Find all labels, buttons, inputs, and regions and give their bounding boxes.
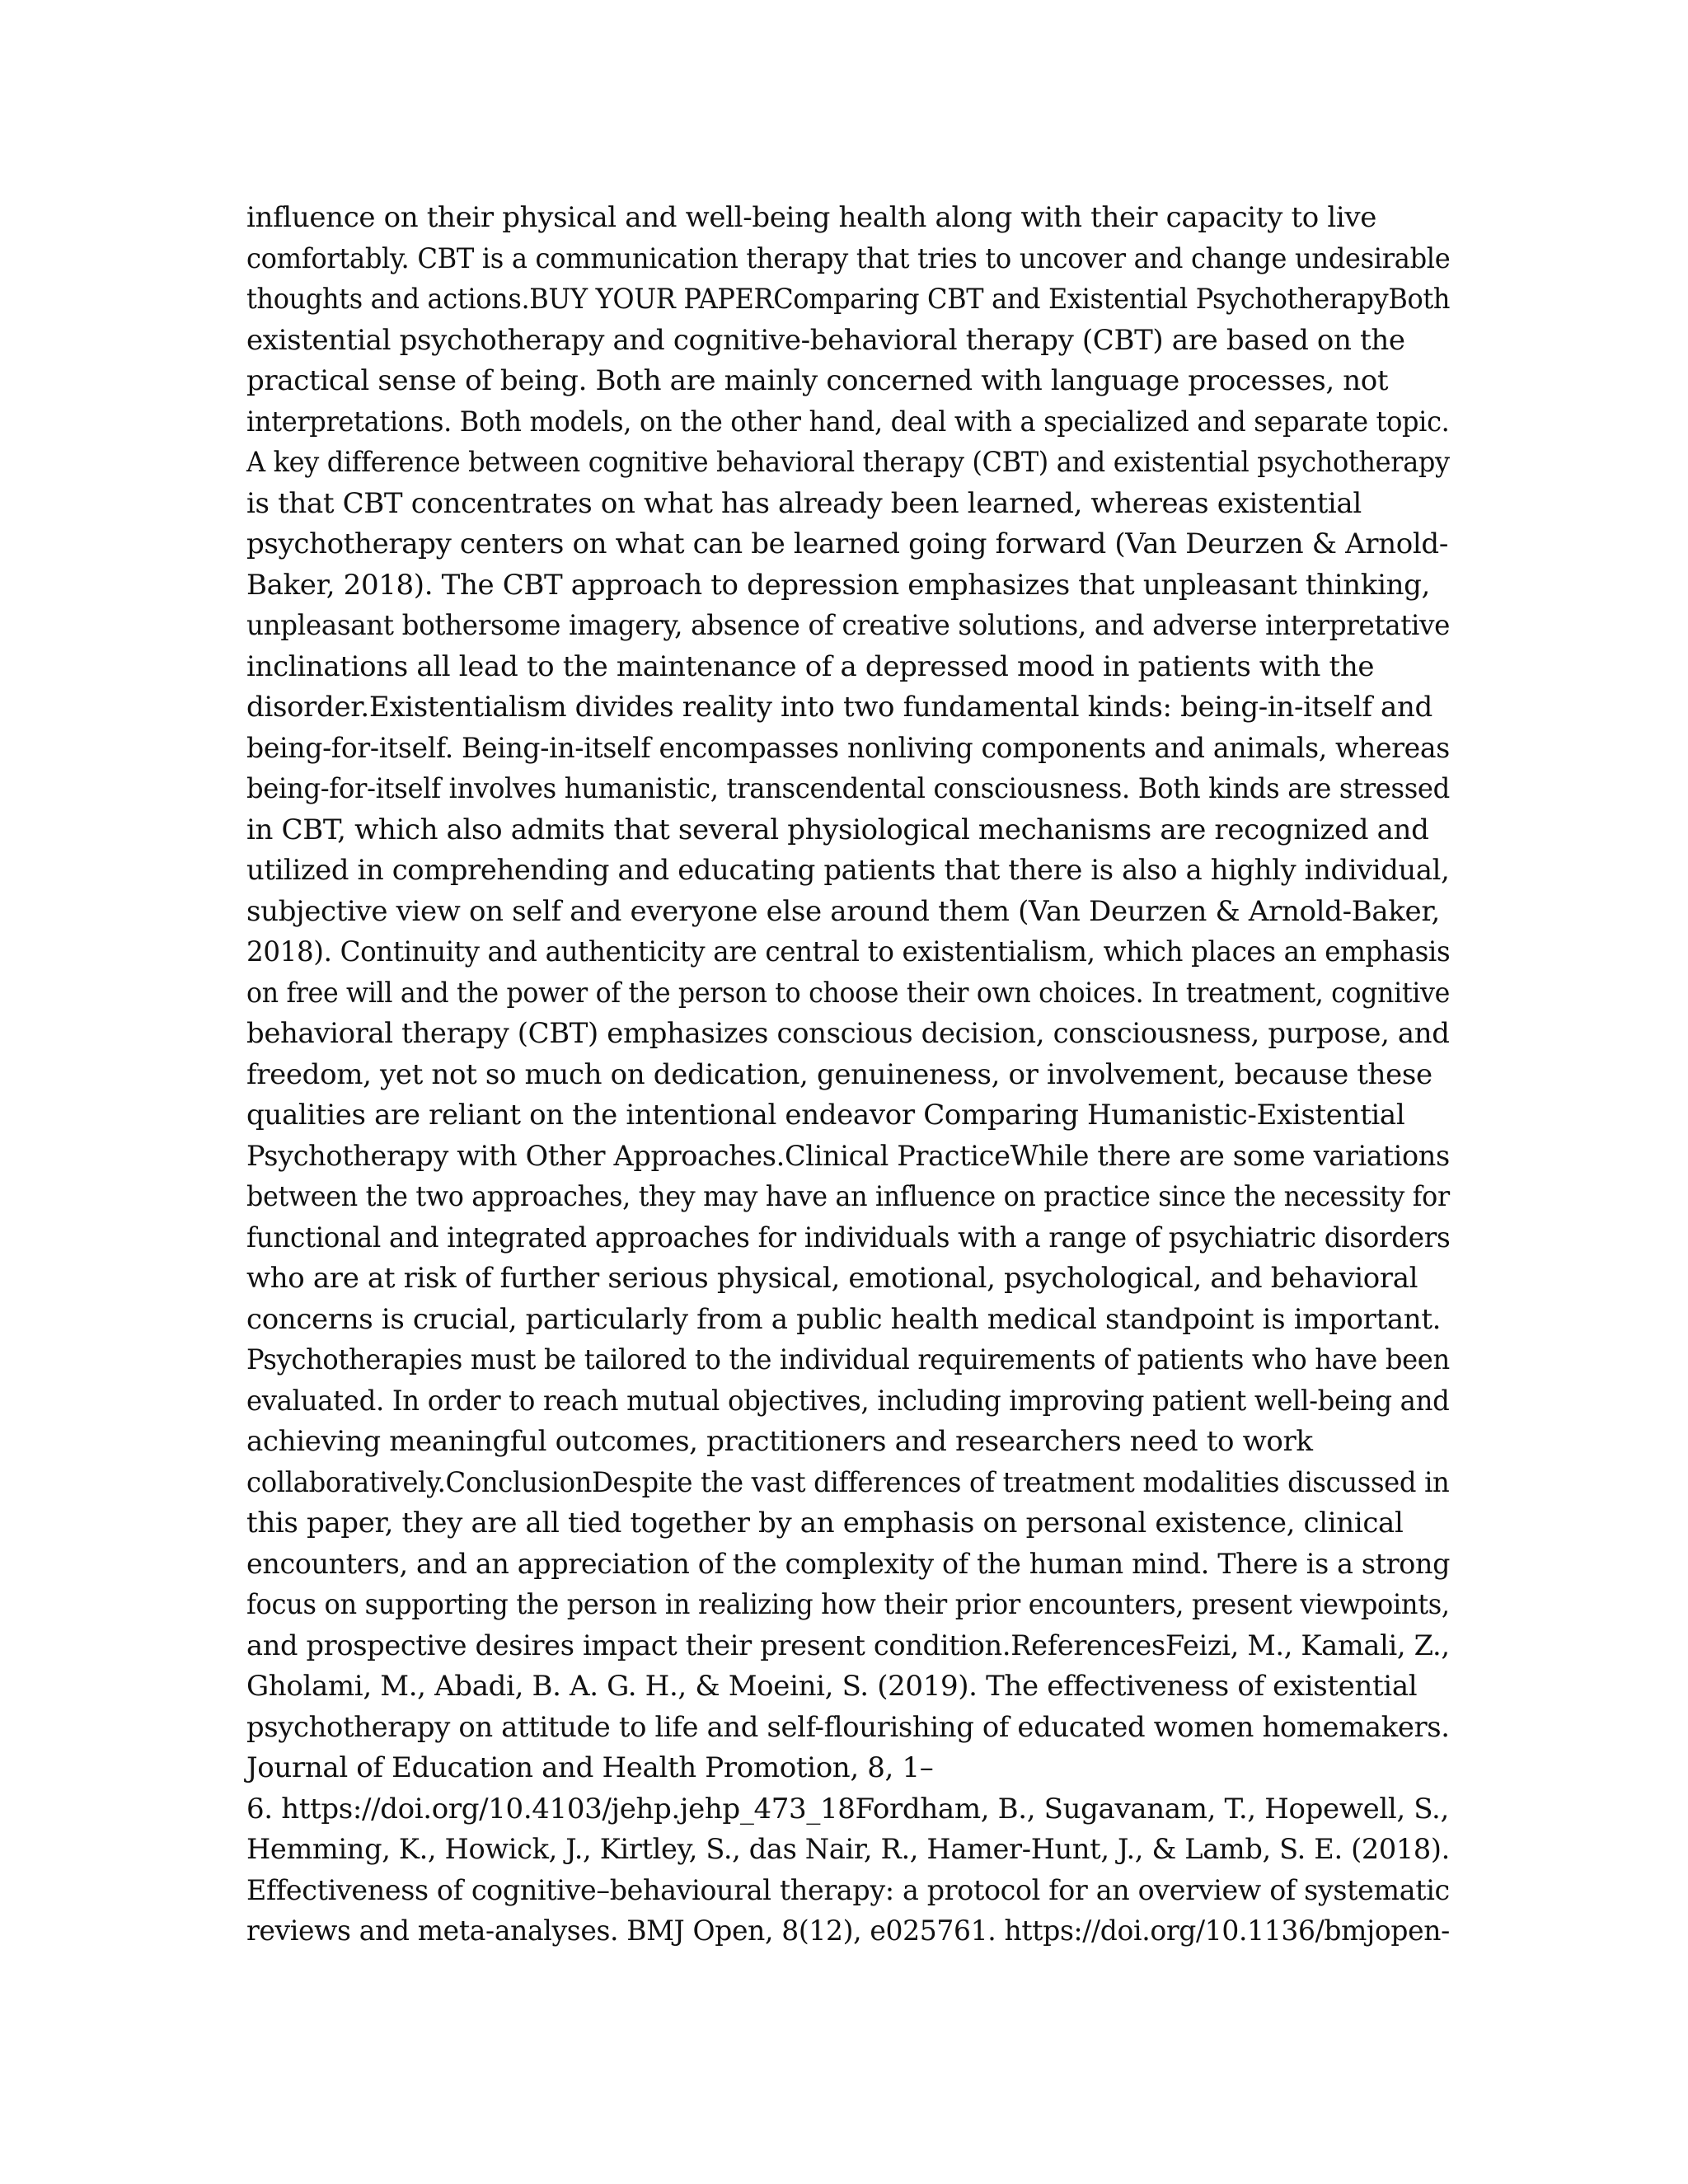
text-line: utilized in comprehending and educating patients that there is also a highly individual,: [246, 854, 1450, 887]
body-text: [246, 198, 1450, 1952]
text-line: evaluated. In order to reach mutual objectives, including improving patient well-being and: [246, 1384, 1450, 1418]
text-line: 6. https://doi.org/10.4103/jehp.jehp_473_18Fordham, B., Sugavanam, T., Hopewell, S.,: [246, 1792, 1449, 1825]
text-line: being-for-itself. Being-in-itself encompasses nonliving components and animals, whereas: [246, 731, 1450, 765]
text-line: interpretations. Both models, on the other hand, deal with a specialized and separate topic.: [246, 405, 1450, 438]
text-line: focus on supporting the person in realizing how their prior encounters, present viewpoints,: [246, 1588, 1450, 1621]
text-line: subjective view on self and everyone else around them (Van Deurzen & Arnold-Baker,: [246, 894, 1440, 928]
text-line: reviews and meta-analyses. BMJ Open, 8(12), e025761. https://doi.org/10.1136/bmjopen-: [246, 1915, 1450, 1947]
text-line: Baker, 2018). The CBT approach to depression emphasizes that unpleasant thinking,: [246, 568, 1431, 602]
text-line: between the two approaches, they may have an influence on practice since the necessity for: [246, 1180, 1450, 1213]
text-line: disorder.Existentialism divides reality into two fundamental kinds: being-in-itself and: [246, 691, 1432, 724]
text-line: on free will and the power of the person to choose their own choices. In treatment, cognitive: [246, 976, 1450, 1010]
text-line: Journal of Education and Health Promotion, 8, 1–: [246, 1751, 934, 1784]
text-line: being-for-itself involves humanistic, transcendental consciousness. Both kinds are stressed: [246, 772, 1450, 805]
text-line: who are at risk of further serious physical, emotional, psychological, and behavioral: [246, 1262, 1418, 1295]
text-line: practical sense of being. Both are mainly concerned with language processes, not: [246, 364, 1389, 397]
text-line: behavioral therapy (CBT) emphasizes conscious decision, consciousness, purpose, and: [246, 1017, 1450, 1050]
text-line: inclinations all lead to the maintenance of a depressed mood in patients with the: [246, 649, 1375, 683]
text-line: influence on their physical and well-being health along with their capacity to live: [246, 201, 1377, 234]
text-line: existential psychotherapy and cognitive-behavioral therapy (CBT) are based on the: [246, 323, 1405, 357]
text-line: Gholami, M., Abadi, B. A. G. H., & Moeini, S. (2019). The effectiveness of existential: [246, 1670, 1418, 1703]
text-line: Hemming, K., Howick, J., Kirtley, S., das Nair, R., Hamer-Hunt, J., & Lamb, S. E. (2018).: [246, 1833, 1450, 1866]
text-line: achieving meaningful outcomes, practitioners and researchers need to work: [246, 1425, 1313, 1458]
text-line: qualities are reliant on the intentional endeavor Comparing Humanistic-Existential: [246, 1099, 1405, 1132]
text-line: Effectiveness of cognitive–behavioural therapy: a protocol for an overview of systematic: [246, 1873, 1450, 1907]
text-line: psychotherapy centers on what can be learned going forward (Van Deurzen & Arnold-: [246, 527, 1448, 560]
text-line: psychotherapy on attitude to life and self-flourishing of educated women homemakers.: [246, 1710, 1450, 1744]
text-line: encounters, and an appreciation of the complexity of the human mind. There is a strong: [246, 1547, 1451, 1581]
text-line: Psychotherapies must be tailored to the individual requirements of patients who have been: [246, 1343, 1450, 1376]
text-line: functional and integrated approaches for individuals with a range of psychiatric disorders: [246, 1221, 1451, 1254]
text-line: freedom, yet not so much on dedication, genuineness, or involvement, because these: [246, 1057, 1432, 1091]
text-line: concerns is crucial, particularly from a public health medical standpoint is important.: [246, 1302, 1442, 1336]
text-line: this paper, they are all tied together by an emphasis on personal existence, clinical: [246, 1507, 1404, 1540]
text-line: Psychotherapy with Other Approaches.Clinical PracticeWhile there are some variations: [246, 1139, 1450, 1173]
text-line: collaboratively.ConclusionDespite the vast differences of treatment modalities discussed in: [246, 1465, 1450, 1499]
text-line: and prospective desires impact their present condition.ReferencesFeizi, M., Kamali, Z.,: [246, 1629, 1450, 1662]
text-line: 2018). Continuity and authenticity are central to existentialism, which places an emphasis: [246, 935, 1451, 968]
text-line: thoughts and actions.BUY YOUR PAPERComparing CBT and Existential PsychotherapyBoth: [246, 283, 1451, 316]
text-line: A key difference between cognitive behavioral therapy (CBT) and existential psychotherapy: [246, 446, 1450, 479]
text-line: unpleasant bothersome imagery, absence of creative solutions, and adverse interpretative: [246, 609, 1451, 642]
text-line: comfortably. CBT is a communication therapy that tries to uncover and change undesirable: [246, 241, 1451, 275]
text-line: in CBT, which also admits that several physiological mechanisms are recognized and: [246, 813, 1429, 846]
text-line: is that CBT concentrates on what has already been learned, whereas existential: [246, 486, 1362, 520]
